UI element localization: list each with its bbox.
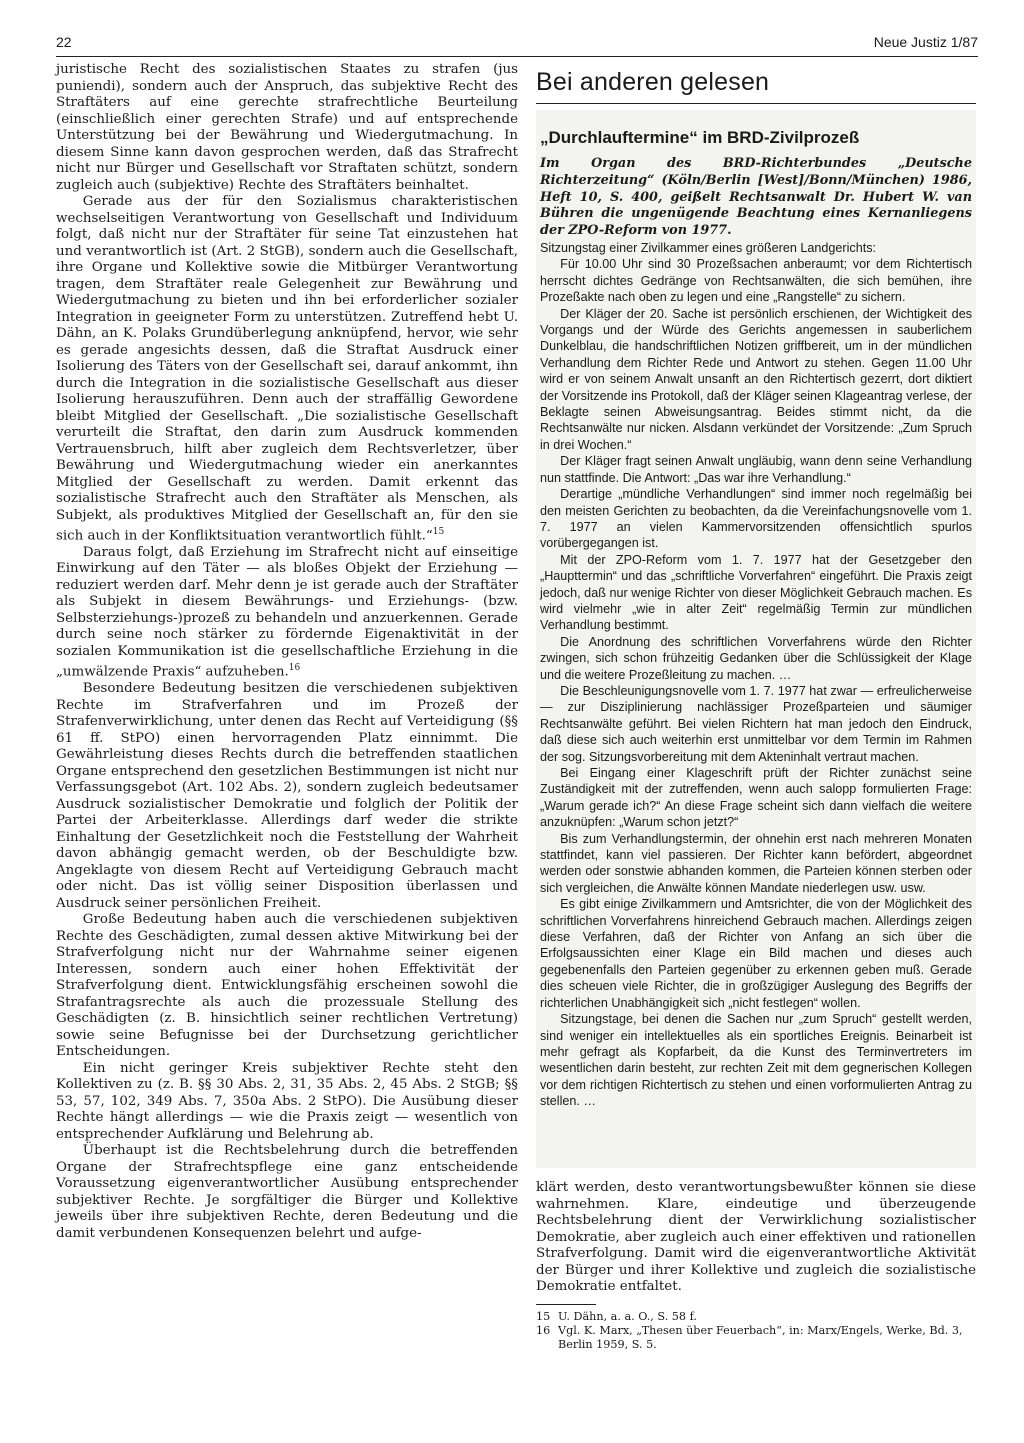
footnote-text: Vgl. K. Marx, „Thesen über Feuerbach“, in: Marx/Engels, Werke, Bd. 3, Berlin 1959, S. 5.	[558, 1324, 963, 1351]
left-paragraph-6: Ein nicht geringer Kreis subjektiver Rechte steht den Kollektiven zu (z. B. §§ 30 Abs. 2, 31, 35 Abs. 2, 45 Abs. 2 StGB; §§ 53, 57, 102, 349 Abs. 7, 350a Abs. 2 StPO). Die Ausübung dieser Rechte hängt allerdings — wie die Praxis zeigt — wesentlich von entsprechender Aufklärung und Belehrung ab.	[56, 1060, 518, 1142]
left-text-continuation	[536, 1180, 976, 1296]
section-rule	[536, 103, 976, 104]
article-paragraph-3: Der Kläger der 20. Sache ist persönlich erschienen, der Wichtigkeit des Vorgangs und der Würde des Gerichts angemessen in sauberlichem Dunkelblau, die handschriftlichen Notizen griffbereit, um in der mündlichen Verhandlung dem Richter Rede und Antwort zu stehen. Gegen 11.00 Uhr wird er von seinem Anwalt unsanft an den Richtertisch gezerrt, dort diktiert der Vorsitzende ins Protokoll, daß der Kläger seinen Klageantrag verlese, der Beklagte seinen Abweisungsantrag. Beides stimmt nicht, da die Rechtsanwälte nur nicken. Alsdann verkündet der Vorsitzende: „Zum Spruch in drei Wochen.“	[540, 306, 972, 452]
footnote-15	[536, 1310, 976, 1324]
page-number: 22	[56, 34, 72, 50]
footnote-16	[536, 1324, 976, 1352]
footnote-ref-16: 16	[288, 663, 301, 674]
left-paragraph-2	[56, 194, 518, 545]
article-paragraph-11: Es gibt einige Zivilkammern und Amtsrichter, die von der Möglichkeit des schriftlichen Vorverfahrens hinreichend Gebrauch machen. Allerdings zeigen diese Verfahren, daß der Richter von Anfang an sich über die Erfolgsaussichten einer Klage ein Bild machen und dieses auch gegebenenfalls den Parteien gegenüber zu erkennen geben muß. Gerade dies scheuen viele Richter, die in großzügiger Auslegung des Begriffs der richterlichen Unabhängigkeit sich „nicht festlegen“ wollen.	[540, 897, 972, 1010]
article-paragraph-12: Sitzungstage, bei denen die Sachen nur „zum Spruch“ gestellt werden, sind weniger ein intellektuelles als ein sportliches Ereignis. Beinarbeit ist mehr gefragt als Kopfarbeit, da die Kunst des Terminvertreters im wesentlichen darin besteht, zur rechten Zeit mit dem gegnerischen Kollegen vor dem richtigen Richtertisch zu stehen und einen vorformulierten Antrag zu stellen. …	[540, 1012, 972, 1109]
footnote-rule	[536, 1304, 596, 1305]
article-paragraph-8: Die Beschleunigungsnovelle vom 1. 7. 1977 hat zwar — erfreulicherweise — zur Disziplinierung nachlässiger Prozeßparteien und säumiger Rechtsanwälte geführt. Bei vielen Richtern hat man jedoch den Eindruck, daß diese sich auch weiterhin erst unmittelbar vor dem Termin im Rahmen der sog. Sitzungsvorbereitung mit dem Akteninhalt vertraut machen.	[540, 683, 972, 764]
left-paragraph-4: Besondere Bedeutung besitzen die verschiedenen subjektiven Rechte im Strafverfahren und im Prozeß der Strafenverwirklichung, unter denen das Recht auf Verteidigung (§§ 61 ff. StPO) einen hervorragenden Platz einnimmt. Die Gewährleistung dieses Rechts durch die betreffenden staatlichen Organe entsprechend den gesetzlichen Bestimmungen ist nicht nur Verfassungsgebot (Art. 102 Abs. 2), sondern zugleich bedeutsamer Ausdruck sozialistischer Demokratie und folglich der Politik der Partei der Arbeiterklasse. Allerdings darf weder die strikte Einhaltung der Gesetzlichkeit noch die Feststellung der Wahrheit davon abhängig gemacht werden, ob der Beschuldigte bzw. Angeklagte von diesem Recht auf Verteidigung Gebrauch macht oder nicht. Das ist völlig seiner Disposition überlassen und Ausdruck seiner persönlichen Freiheit.	[56, 681, 518, 911]
left-paragraph-2-text: Gerade aus der für den Sozialismus charakteristischen wechselseitigen Verantwortung von Gesellschaft und Individuum folgt, daß nicht nur der Straftäter für seine Tat einzustehen hat und verantwortlich ist (Art. 2 StGB), sondern auch die Gesellschaft, ihre Organe und Kollektive sowie die Mitbürger Verantwortung tragen, dem Straftäter reale Gelegenheit zur Bewährung und Wiedergutmachung zu bieten und ihn bei erforderlicher sozialer Integration in geeigneter Form zu unterstützen. Zutreffend hebt U. Dähn, an K. Polaks Grundüberlegung anknüpfend, hervor, wie sehr es gerade angesichts dessen, daß die Straftat Ausdruck einer Isolierung des Täters von der Gesellschaft sei, darauf ankommt, ihn durch die Integration in die sozialistische Gesellschaft aus dieser Isolierung herauszuführen. Denn auch der straffällig Gewordene bleibt Mitglied der Gesellschaft. „Die sozialistische Gesellschaft verurteilt die Straftat, den darin zum Ausdruck kommenden Vertrauensbruch, hilft aber zugleich dem Rechtsverletzer, über Bewährung und Wiedergutmachung wieder ein anerkanntes Mitglied der Gesellschaft zu werden. Damit erkennt das sozialistische Strafrecht auch den Straftäter als Menschen, als Subjekt, als produktives Mitglied der Gesellschaft an, für den sie sich auch in der Konfliktsituation verantwortlich fühlt.“	[56, 194, 518, 544]
header-rule	[56, 56, 978, 57]
article-body	[540, 240, 972, 1110]
article-paragraph-2: Für 10.00 Uhr sind 30 Prozeßsachen anberaumt; vor dem Richtertisch herrscht dichtes Gedränge von Rechtsanwälten, die sich bemühen, ihre Prozeßakte nach oben zu legen und eine „Rangstelle“ zu sichern.	[540, 257, 972, 305]
article-paragraph-1: Sitzungstag einer Zivilkammer eines größeren Landgerichts:	[540, 241, 876, 255]
article-paragraph-7: Die Anordnung des schriftlichen Vorverfahrens würde den Richter zwingen, sich schon frühzeitig Gedanken über die Schlüssigkeit der Klage und die weitere Prozeßleitung zu machen. …	[540, 634, 972, 682]
left-paragraph-3	[56, 545, 518, 681]
article-paragraph-6: Mit der ZPO-Reform vom 1. 7. 1977 hat der Gesetzgeber den „Haupttermin“ und das „schriftliche Vorverfahren“ eingeführt. Die Praxis zeigt jedoch, daß nur wenige Richter von dieser Möglichkeit Gebrauch machen. Es wird vielmehr „wie in alter Zeit“ regelmäßig Termin zur mündlichen Verhandlung bestimmt.	[540, 552, 972, 633]
article-paragraph-10: Bis zum Verhandlungstermin, der ohnehin erst nach mehreren Monaten stattfindet, kann viel passieren. Der Richter kann befördert, abgeordnet werden oder sonstwie abhanden kommen, die Parteien können sterben oder sich vergleichen, die Anwälte können Mandate niederlegen usw. usw.	[540, 831, 972, 895]
article-title: „Durchlauftermine“ im BRD-Zivilprozeß	[540, 128, 860, 147]
left-paragraph-3-text: Daraus folgt, daß Erziehung im Strafrecht nicht auf einseitige Einwirkung auf den Täter — als bloßes Objekt der Erziehung — reduziert werden darf. Mehr denn je ist gerade auch der Straftäter als Subjekt in diesem Bewährungs- und Erziehungs- (bzw. Selbsterziehungs-)prozeß zu behandeln und anzuerkennen. Gerade durch seine noch stärker zu fördernde Eigenaktivität in der sozialen Kommunikation ist die gesellschaftliche Erziehung in die „umwälzende Praxis“ aufzuheben.	[56, 544, 518, 680]
left-paragraph-5: Große Bedeutung haben auch die verschiedenen subjektiven Rechte des Geschädigten, zumal dessen aktive Mitwirkung bei der Strafverfolgung nicht nur der Wahrnahme seiner eigenen Interessen, sondern auch einer hohen Effektivität der Strafverfolgung dient. Entwicklungsfähig erscheinen sowohl die Strafantragsrechte als auch die prozessuale Stellung des Geschädigten (z. B. hinsichtlich seiner rechtlichen Vertretung) sowie seine Befugnisse bei der Durchsetzung gerichtlicher Entscheidungen.	[56, 912, 518, 1060]
article-paragraph-5: Derartige „mündliche Verhandlungen“ sind immer noch regelmäßig bei den meisten Gerichten zu beobachten, da die Vereinfachungsnovelle vom 1. 7. 1977 an vielen Kammervorsitzenden offensichtlich spurlos vorübergegangen ist.	[540, 487, 972, 551]
footnote-number: 15	[536, 1310, 551, 1323]
footnote-ref-15: 15	[432, 527, 445, 537]
left-column	[56, 62, 518, 1242]
footnotes	[536, 1310, 976, 1352]
footnote-number: 16	[536, 1324, 551, 1337]
article-paragraph-4: Der Kläger fragt seinen Anwalt ungläubig, wann denn seine Verhandlung nun stattfinde. Die Antwort: „Das war ihre Verhandlung.“	[540, 454, 972, 485]
article-intro: Im Organ des BRD-Richterbundes „Deutsche Richterzeitung“ (Köln/Berlin [West]/Bonn/München) 1986, Heft 10, S. 400, geißelt Rechtsanwalt Dr. Hubert W. van Bühren die ungenügende Beachtung eines Kernanliegens der ZPO-Reform von 1977.	[540, 156, 972, 239]
left-paragraph-7: Überhaupt ist die Rechtsbelehrung durch die betreffenden Organe der Strafrechtspflege eine ganz entscheidende Voraussetzung eigenverantwortlicher Ausübung entsprechender subjektiver Rechte. Je sorgfältiger die Bürger und Kollektive jeweils über ihre subjektiven Rechte, deren Bedeutung und die damit verbundenen Konsequenzen belehrt und aufge-	[56, 1143, 518, 1241]
continuation-paragraph: klärt werden, desto verantwortungsbewußter können sie diese wahrnehmen. Klare, eindeutige und überzeugende Rechtsbelehrung dient der Verwirklichung sozialistischer Demokratie, aber zugleich auch einer effektiven und rationellen Strafverfolgung. Damit wird die eigenverantwortliche Aktivität der Bürger und ihrer Kollektive und zugleich die sozialistische Demokratie entfaltet.	[536, 1180, 976, 1294]
section-title: Bei anderen gelesen	[536, 68, 770, 96]
left-paragraph-1: juristische Recht des sozialistischen Staates zu strafen (jus puniendi), sondern auch der Anspruch, das subjektive Recht des Straftäters auf eine gerechte strafrechtliche Beurteilung (einschließlich einer gerechten Strafe) und auf entsprechende Unterstützung bei der Bewährung und Wiedergutmachung. In diesem Sinne kann davon gesprochen werden, daß das Strafrecht nicht nur Bürger und Gesellschaft vor Straftaten schützt, sondern zugleich auch (subjektive) Rechte des Straftäters beinhaltet.	[56, 62, 518, 193]
article-paragraph-9: Bei Eingang einer Klageschrift prüft der Richter zunächst seine Zuständigkeit mit der zutreffenden, wenn auch salopp formulierten Frage: „Warum gerade ich?“ An diese Frage scheint sich dann vielfach die weitere anzuknüpfen: „Warum schon jetzt?“	[540, 766, 972, 830]
footnote-text: U. Dähn, a. a. O., S. 58 f.	[558, 1310, 697, 1323]
journal-title: Neue Justiz 1/87	[873, 34, 978, 50]
